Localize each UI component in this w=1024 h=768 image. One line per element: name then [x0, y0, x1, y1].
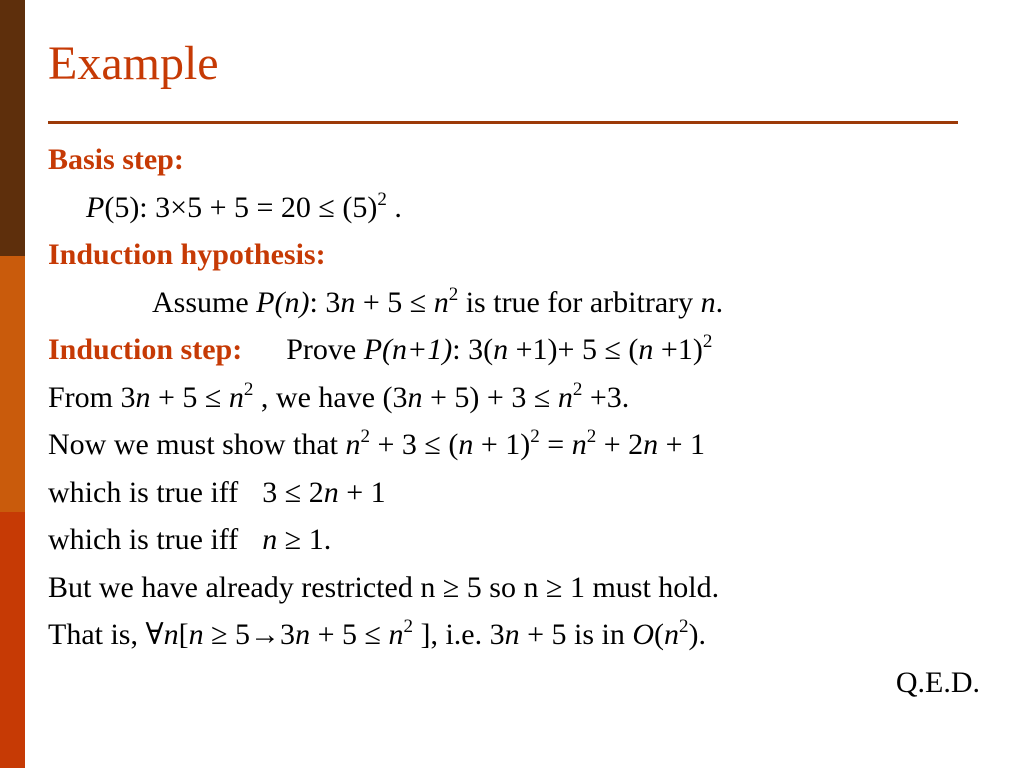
- induction-step-label: Induction step:: [48, 333, 243, 366]
- conclusion-line: That is, ∀n[n ≥ $5\to 3n + 5 \le n^2$ ], i.e. 3n + 5 is in $O(n^2)$.: [48, 616, 707, 651]
- title-divider: [48, 121, 958, 124]
- qed-mark: Q.E.D.: [895, 665, 980, 699]
- derivation-line-3: which is true iff 3 ≤ 2n + 1: [48, 475, 386, 509]
- derivation-line-5: But we have already restricted n ≥ 5 so n ≥ 1 must hold.: [48, 570, 720, 604]
- sidebar-band-dark: [0, 0, 25, 256]
- derivation-line-1: From $3n + 5 \le n^2$ , we have $(3n + 5) + 3 \le n^2 +3$.: [48, 378, 630, 414]
- slide-body: [48, 136, 988, 706]
- sidebar-band-orange: [0, 256, 25, 512]
- derivation-line-4: which is true iff n ≥ 1.: [48, 523, 332, 556]
- derivation-line-2: Now we must show that $n^2 + 3 \le (n + 1)^2 = n^2 + 2n + 1$: [48, 426, 706, 461]
- slide-title: Example: [48, 37, 219, 90]
- basis-step-label: Basis step:: [48, 143, 184, 176]
- hypothesis-statement: Assume P(n): $3n + 5 \le n^2$ is true for arbitrary n.: [152, 283, 724, 319]
- basis-step-formula: P(5): $3\times 5 + 5 = 20 \le (5)^2$ .: [86, 188, 402, 224]
- induction-step-line: Induction step: Prove P(n+1): $3(n +1)+ 5 \le (n +1)^2$: [48, 331, 713, 366]
- sidebar-band-red: [0, 512, 25, 768]
- induction-hypothesis-label: Induction hypothesis:: [48, 238, 326, 271]
